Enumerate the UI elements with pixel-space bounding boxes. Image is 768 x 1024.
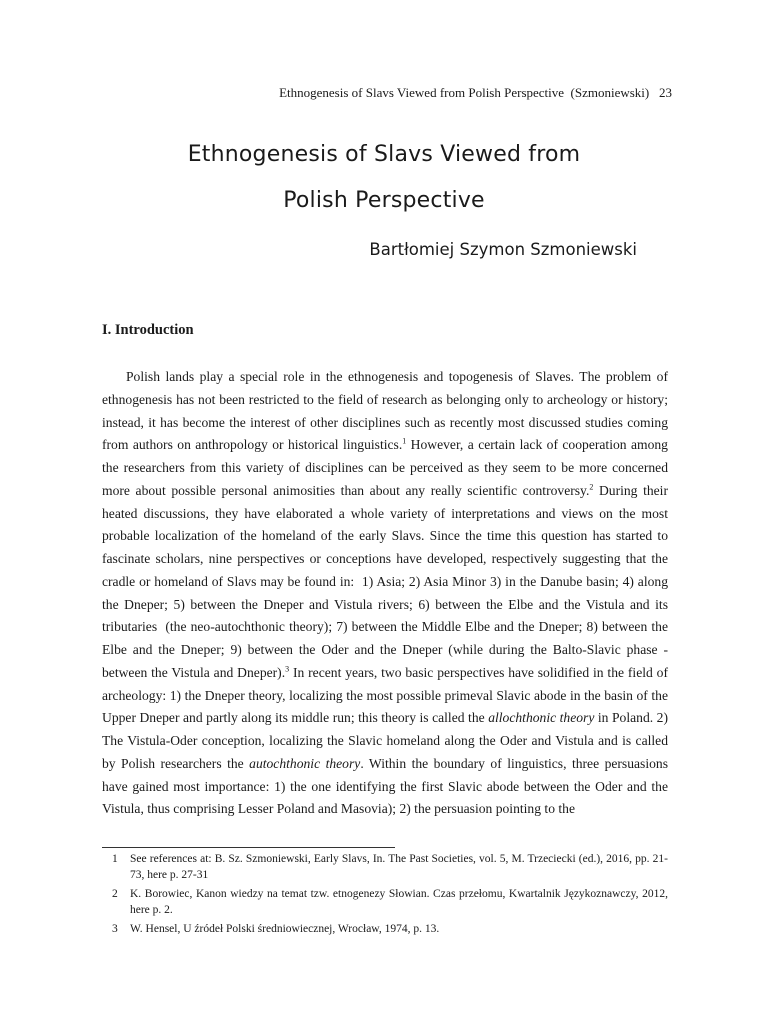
footnote-3 [102, 921, 668, 937]
paper-title-line-1: Ethnogenesis of Slavs Viewed from [187, 142, 581, 167]
footnote-number: 1 [112, 853, 118, 865]
footnote-1 [102, 851, 668, 883]
footnotes-list [102, 851, 668, 940]
introduction-paragraph [102, 366, 668, 821]
paragraph-text-part: During their heated discussions, they have elaborated a whole variety of interpretations and views on the most probable localization of the homeland of the early Slavs. Since the time this question has started to fascinate scholars, nine perspectives or conceptions have developed, respectively suggesting that the cradle or homeland of Slavs may be found in: 1) Asia; 2) Asia Minor 3) in the Danube basin; 4) along the Dneper; 5) between the Dneper and Vistula rivers; 6) between the Elbe and the Vistula and its tributaries (the neo-autochthonic theory); 7) between the Middle Elbe and the Dneper; 8) between the Elbe and the Dneper; 9) between the Oder and the Dneper (while during the Balto-Slavic phase - between the Vistula and Dneper). [102, 482, 668, 680]
footnote-number: 3 [112, 923, 118, 935]
footnote-ref-3: 3 [285, 664, 290, 674]
paragraph-text-part: . Within the boundary of linguistics, three persuasions have gained most importance: 1) the one identifying the first Slavic abode between the Oder and the Vistula, thus comprising Lesser Poland and Masovia); 2) the persuasion pointing to the [102, 755, 669, 817]
running-header [279, 85, 672, 101]
footnote-2 [102, 886, 668, 918]
paragraph-text-part: In recent years, two basic perspectives have solidified in the field of archeology: 1) the Dneper theory, localizing the most possible primeval Slavic abode in the basin of the Upper Dneper and partly along its middle run; this theory is called the [102, 664, 668, 726]
italic-term-allochthonic: allochthonic theory [488, 710, 595, 726]
footnote-ref-2: 2 [589, 482, 594, 492]
paper-title-line-2: Polish Perspective [283, 188, 485, 213]
footnote-number: 2 [112, 888, 118, 900]
section-heading-introduction: I. Introduction [102, 322, 194, 338]
running-header-title: Ethnogenesis of Slavs Viewed from Polish Perspective (Szmoniewski) [279, 85, 650, 100]
footnote-ref-1: 1 [402, 436, 407, 446]
page-number: 23 [659, 85, 672, 100]
paragraph-text-part: However, a certain lack of cooperation among the researchers from this variety of disciplines can be perceived as they seem to be more concerned more about possible personal animosities than about any really scientific controversy. [102, 437, 668, 498]
footnote-text: W. Hensel, U źródeł Polski średniowiecznej, Wrocław, 1974, p. 13. [130, 923, 440, 935]
paragraph-text-part: Polish lands play a special role in the ethnogenesis and topogenesis of Slaves. The problem of ethnogenesis has not been restricted to the field of research as belonging only to archeology or history; instead, it has become the interest of other disciplines such as recently most discussed studies coming from authors on anthropology or historical linguistics. [102, 369, 668, 453]
footnote-divider [102, 847, 395, 848]
footnote-text: See references at: B. Sz. Szmoniewski, Early Slavs, In. The Past Societies, vol. 5, M. Trzeciecki (ed.), 2016, pp. 21-73, here p. 27-31 [130, 853, 668, 881]
paragraph-text-part: in Poland. 2) The Vistula-Oder conception, localizing the Slavic homeland along the Oder and Vistula and is called by Polish researchers the [102, 710, 668, 771]
footnote-text: K. Borowiec, Kanon wiedzy na temat tzw. etnogenezy Słowian. Czas przełomu, Kwartalnik Językoznawczy, 2012, here p. 2. [130, 888, 668, 916]
italic-term-autochthonic: autochthonic theory [249, 755, 361, 771]
author-name: Bartłomiej Szymon Szmoniewski [369, 240, 637, 259]
